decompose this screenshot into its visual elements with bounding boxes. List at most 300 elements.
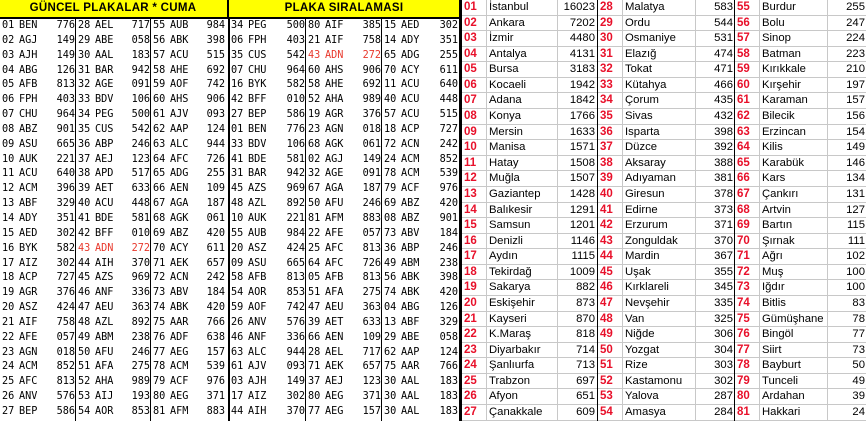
ranking-row (598, 16, 735, 32)
count-divider (827, 389, 828, 404)
plate-count: 78 (852, 312, 865, 325)
city-name: Burdur (762, 1, 796, 13)
plate-code: 02 (2, 34, 15, 46)
plate-number: 852 (56, 361, 75, 373)
count-divider (827, 140, 828, 155)
ranking-row (462, 374, 597, 390)
plate-row (229, 197, 306, 212)
plate-count: 77 (852, 328, 865, 341)
plate-code: 58 (153, 64, 166, 76)
count-divider (695, 203, 696, 218)
column-divider (75, 19, 76, 421)
ranking-row (462, 125, 597, 141)
plate-number: 193 (131, 391, 150, 403)
plate-letters: ACM (19, 183, 38, 195)
ranking-row (462, 343, 597, 359)
rank-number: 47 (598, 296, 623, 311)
ranking-row (462, 218, 597, 234)
plate-letters: ASZ (248, 242, 267, 254)
plate-letters: AEG (325, 391, 344, 403)
count-divider (557, 358, 558, 373)
plate-count: 197 (846, 78, 865, 91)
plate-code: 77 (153, 346, 166, 358)
plate-code: 24 (384, 153, 397, 165)
plate-code: 30 (384, 391, 397, 403)
plate-code: 21 (308, 34, 321, 46)
plate-number: 420 (206, 227, 225, 239)
plate-letters: AOF (170, 79, 189, 91)
plate-row (229, 212, 306, 227)
plate-number: 149 (56, 49, 75, 61)
plate-number: 010 (286, 94, 305, 106)
count-divider (827, 405, 828, 420)
plate-number: 582 (286, 79, 305, 91)
plate-number: 901 (56, 123, 75, 135)
plate-number: 448 (131, 198, 150, 210)
plate-number: 758 (56, 316, 75, 328)
plate-code: 01 (2, 20, 15, 31)
rank-number: 79 (735, 374, 760, 389)
plate-row (229, 346, 306, 361)
plate-number: 901 (439, 212, 458, 224)
plate-number: 246 (439, 242, 458, 254)
plate-code: 42 (78, 227, 91, 239)
ranking-row (735, 47, 866, 63)
plate-letters: ABP (95, 138, 114, 150)
ranking-row (462, 405, 597, 421)
plate-letters: AEL (95, 20, 114, 31)
plate-letters: AOR (248, 287, 267, 299)
plate-number: 586 (286, 109, 305, 121)
count-divider (695, 280, 696, 295)
city-name: Kayseri (489, 312, 527, 325)
city-name: Aksaray (625, 156, 666, 169)
ranking-row (462, 296, 597, 312)
ranking-row (735, 296, 866, 312)
plate-letters: ACU (95, 198, 114, 210)
plate-code: 29 (384, 331, 397, 343)
plate-number: 403 (56, 94, 75, 106)
plate-letters: AFA (95, 361, 114, 373)
plate-number: 302 (439, 20, 458, 31)
plate-row (76, 64, 151, 79)
plate-code: 67 (308, 183, 321, 195)
plate-letters: ASU (19, 138, 38, 150)
count-divider (557, 187, 558, 202)
count-divider (695, 78, 696, 93)
rank-number: 80 (735, 389, 760, 404)
rank-number: 73 (735, 280, 760, 295)
count-divider (695, 234, 696, 249)
plate-letters: AGJ (19, 34, 38, 46)
plate-letters: AFM (325, 212, 344, 224)
plate-letters: BEN (19, 20, 38, 31)
plate-code: 15 (2, 227, 15, 239)
plate-row (382, 375, 459, 390)
rank-number: 40 (598, 187, 623, 202)
count-divider (695, 47, 696, 62)
count-divider (695, 93, 696, 108)
plate-number: 149 (56, 34, 75, 46)
count-divider (695, 249, 696, 264)
plate-code: 10 (2, 153, 15, 165)
plate-letters: AFC (325, 257, 344, 269)
plate-code: 20 (2, 302, 15, 314)
right-title: PLAKA SIRALAMASI (284, 2, 404, 14)
ranking-row (598, 389, 735, 405)
plate-letters: AEU (95, 302, 114, 314)
rank-number: 38 (598, 156, 623, 171)
plate-code: 80 (308, 20, 321, 31)
plate-number: 964 (286, 64, 305, 76)
ranking-row (735, 31, 866, 47)
plate-number: 385 (362, 20, 381, 31)
rank-number: 17 (462, 249, 487, 264)
plate-code: 19 (308, 109, 321, 121)
plate-row (76, 212, 151, 227)
ranking-column-3 (734, 0, 866, 421)
plate-code: 36 (78, 138, 91, 150)
plate-letters: AGE (325, 168, 344, 180)
plate-number: 726 (362, 257, 381, 269)
plate-code: 33 (231, 138, 244, 150)
plate-row (76, 138, 151, 153)
plate-letters: AEG (170, 346, 189, 358)
plate-row (229, 227, 306, 242)
plate-code: 18 (2, 272, 15, 284)
plate-row (151, 64, 226, 79)
rank-number: 81 (735, 405, 760, 420)
plate-letters: CUS (248, 49, 267, 61)
plate-number: 187 (362, 183, 381, 195)
plate-row (76, 375, 151, 390)
plate-code: 06 (231, 34, 244, 46)
ranking-row (735, 280, 866, 296)
city-name: K.Maraş (489, 328, 532, 341)
plate-number: 633 (362, 316, 381, 328)
rank-number: 30 (598, 31, 623, 46)
city-name: Çankırı (762, 187, 799, 200)
plate-letters: ABV (401, 227, 420, 239)
plate-letters: AEN (325, 331, 344, 343)
plate-letters: AUB (248, 227, 267, 239)
plate-row (229, 316, 306, 331)
plate-number: 183 (439, 391, 458, 403)
rank-number: 50 (598, 343, 623, 358)
plate-number: 183 (131, 49, 150, 61)
plate-row (151, 49, 226, 64)
plate-count: 102 (846, 250, 865, 263)
plate-letters: AEN (170, 183, 189, 195)
plate-code: 57 (153, 49, 166, 61)
plate-number: 329 (439, 316, 458, 328)
plate-code: 50 (78, 346, 91, 358)
plate-row (382, 138, 459, 153)
plate-row (151, 197, 226, 212)
count-divider (557, 374, 558, 389)
plate-letters: BYK (248, 79, 267, 91)
plate-letters: AUK (19, 153, 38, 165)
plate-number: 403 (286, 34, 305, 46)
plate-row (382, 49, 459, 64)
ranking-row (735, 389, 866, 405)
header-divider (227, 0, 229, 17)
ranking-row (598, 62, 735, 78)
plate-count: 146 (846, 156, 865, 169)
plate-letters: BAR (248, 168, 267, 180)
plate-code: 18 (384, 123, 397, 135)
plate-number: 398 (206, 34, 225, 46)
plate-letters: PEG (95, 109, 114, 121)
plate-row (0, 227, 76, 242)
rank-number: 18 (462, 265, 487, 280)
plate-number: 242 (206, 272, 225, 284)
city-name: Şanlıurfa (489, 359, 535, 372)
plate-letters: BDV (248, 138, 267, 150)
plate-letters: AOF (248, 302, 267, 314)
count-divider (557, 125, 558, 140)
plate-count: 392 (714, 141, 733, 154)
plate-code: 25 (308, 242, 321, 254)
plate-number: 351 (56, 212, 75, 224)
rank-number: 10 (462, 140, 487, 155)
plate-code: 09 (2, 138, 15, 150)
plate-letters: ADN (325, 49, 344, 61)
plate-letters: ABM (95, 331, 114, 343)
rank-number: 33 (598, 78, 623, 93)
city-name: Samsun (489, 219, 531, 232)
city-name: Muş (762, 265, 784, 278)
ranking-row (735, 405, 866, 421)
plate-row (151, 212, 226, 227)
rank-number: 14 (462, 203, 487, 218)
plate-code: 09 (231, 257, 244, 269)
rank-number: 01 (462, 0, 487, 15)
plate-number: 611 (439, 64, 458, 76)
plate-code: 11 (2, 168, 15, 180)
count-divider (827, 234, 828, 249)
count-divider (827, 109, 828, 124)
plate-letters: ADG (401, 49, 420, 61)
plate-number: 124 (439, 346, 458, 358)
plate-number: 944 (206, 138, 225, 150)
ranking-row (598, 249, 735, 265)
plate-code: 36 (384, 242, 397, 254)
plate-letters: AEL (325, 346, 344, 358)
city-name: Erzurum (625, 219, 668, 232)
plate-code: 71 (153, 257, 166, 269)
plate-letters: ADY (19, 212, 38, 224)
plate-code: 57 (384, 109, 397, 121)
ranking-row (598, 31, 735, 47)
plate-number: 766 (206, 316, 225, 328)
plate-count: 466 (714, 78, 733, 91)
plate-row (306, 108, 382, 123)
plate-count: 304 (714, 343, 733, 356)
plate-number: 717 (362, 346, 381, 358)
plate-row (76, 271, 151, 286)
plate-number: 969 (131, 272, 150, 284)
plate-number: 010 (131, 227, 150, 239)
plate-count: 224 (846, 32, 865, 45)
plate-letters: ABE (95, 34, 114, 46)
ranking-row (735, 78, 866, 94)
plate-code: 55 (231, 227, 244, 239)
plate-count: 223 (846, 47, 865, 60)
plate-letters: AIH (248, 405, 267, 417)
plate-letters: ACP (19, 272, 38, 284)
plate-letters: AHA (325, 94, 344, 106)
count-divider (557, 156, 558, 171)
plate-letters: FPH (248, 34, 267, 46)
count-divider (557, 343, 558, 358)
plate-letters: AZL (95, 316, 114, 328)
plate-row (229, 390, 306, 405)
plate-number: 363 (362, 302, 381, 314)
plate-code: 66 (308, 331, 321, 343)
plate-count: 544 (714, 16, 733, 29)
rank-number: 28 (598, 0, 623, 15)
plate-row (306, 331, 382, 346)
ranking-row (462, 156, 597, 172)
plate-count: 1115 (571, 250, 595, 263)
plate-code: 41 (78, 212, 91, 224)
ranking-row (735, 343, 866, 359)
city-name: Manisa (489, 141, 526, 154)
plate-number: 542 (286, 49, 305, 61)
plate-number: 420 (439, 198, 458, 210)
city-name: Düzce (625, 141, 658, 154)
plate-code: 72 (153, 272, 166, 284)
plate-row (306, 271, 382, 286)
plate-letters: AGE (95, 79, 114, 91)
plate-number: 420 (439, 287, 458, 299)
plate-row (382, 271, 459, 286)
plate-count: 873 (576, 296, 595, 309)
ranking-row (598, 312, 735, 328)
plate-row (306, 405, 382, 420)
ranking-row (462, 327, 597, 343)
city-name: Çorum (625, 94, 659, 107)
city-name: Tunceli (762, 374, 798, 387)
city-name: Rize (625, 359, 648, 372)
ranking-column-1 (462, 0, 597, 421)
plate-count: 435 (714, 94, 733, 107)
plate-code: 10 (231, 212, 244, 224)
plate-count: 287 (714, 390, 733, 403)
plate-row (382, 108, 459, 123)
plate-code: 48 (78, 316, 91, 328)
plate-code: 28 (78, 20, 91, 31)
ranking-row (598, 280, 735, 296)
city-name: Kilis (762, 141, 783, 154)
count-divider (557, 47, 558, 62)
count-divider (827, 171, 828, 186)
plate-row (306, 346, 382, 361)
plate-count: 134 (846, 172, 865, 185)
rank-number: 12 (462, 171, 487, 186)
ranking-panel (459, 0, 866, 421)
plate-row (151, 227, 226, 242)
plate-letters: AAR (401, 361, 420, 373)
city-name: Bursa (489, 63, 519, 76)
plate-number: 398 (439, 272, 458, 284)
plate-number: 061 (362, 138, 381, 150)
plate-count: 1633 (569, 125, 595, 138)
rank-number: 58 (735, 47, 760, 62)
plate-number: 370 (131, 257, 150, 269)
plate-number: 665 (56, 138, 75, 150)
plate-number: 586 (56, 405, 75, 417)
plate-row (76, 153, 151, 168)
plate-code: 79 (384, 183, 397, 195)
ranking-row (735, 93, 866, 109)
city-name: Niğde (625, 328, 655, 341)
plate-row (76, 360, 151, 375)
plate-letters: ANF (248, 331, 267, 343)
plate-number: 969 (286, 183, 305, 195)
plate-row (151, 346, 226, 361)
plate-count: 1146 (570, 234, 595, 247)
plate-code: 51 (308, 287, 321, 299)
plate-row (382, 78, 459, 93)
plate-row (76, 182, 151, 197)
plate-row (151, 19, 226, 34)
ranking-row (462, 31, 597, 47)
rank-number: 29 (598, 16, 623, 31)
plate-row (306, 286, 382, 301)
plate-number: 964 (56, 109, 75, 121)
plate-code: 59 (153, 79, 166, 91)
plate-row (229, 138, 306, 153)
plate-letters: ACF (401, 183, 420, 195)
plate-count: 100 (846, 265, 865, 278)
plate-number: 883 (206, 405, 225, 417)
plate-row (151, 390, 226, 405)
rank-number: 21 (462, 312, 487, 327)
city-name: İstanbul (489, 1, 529, 13)
plate-row (306, 242, 382, 257)
plate-letters: BEN (248, 123, 267, 135)
ranking-row (735, 249, 866, 265)
plate-number: 093 (286, 361, 305, 373)
plate-letters: BDE (248, 153, 267, 165)
count-divider (557, 0, 558, 15)
plate-letters: ALC (248, 346, 267, 358)
plate-number: 984 (286, 227, 305, 239)
plate-count: 432 (714, 110, 733, 123)
count-divider (695, 125, 696, 140)
plate-code: 60 (308, 64, 321, 76)
plate-letters: AGA (170, 198, 189, 210)
plate-number: 944 (286, 346, 305, 358)
count-divider (827, 31, 828, 46)
count-divider (557, 109, 558, 124)
plate-code: 24 (2, 361, 15, 373)
rank-number: 61 (735, 93, 760, 108)
plate-letters: AFB (248, 272, 267, 284)
plate-row (382, 167, 459, 182)
plate-code: 04 (2, 64, 15, 76)
ranking-row (598, 265, 735, 281)
plate-number: 776 (56, 20, 75, 31)
ranking-row (598, 0, 735, 16)
count-divider (827, 62, 828, 77)
plate-row (229, 182, 306, 197)
plate-number: 370 (286, 405, 305, 417)
plate-number: 058 (439, 331, 458, 343)
plate-letters: AGK (170, 212, 189, 224)
